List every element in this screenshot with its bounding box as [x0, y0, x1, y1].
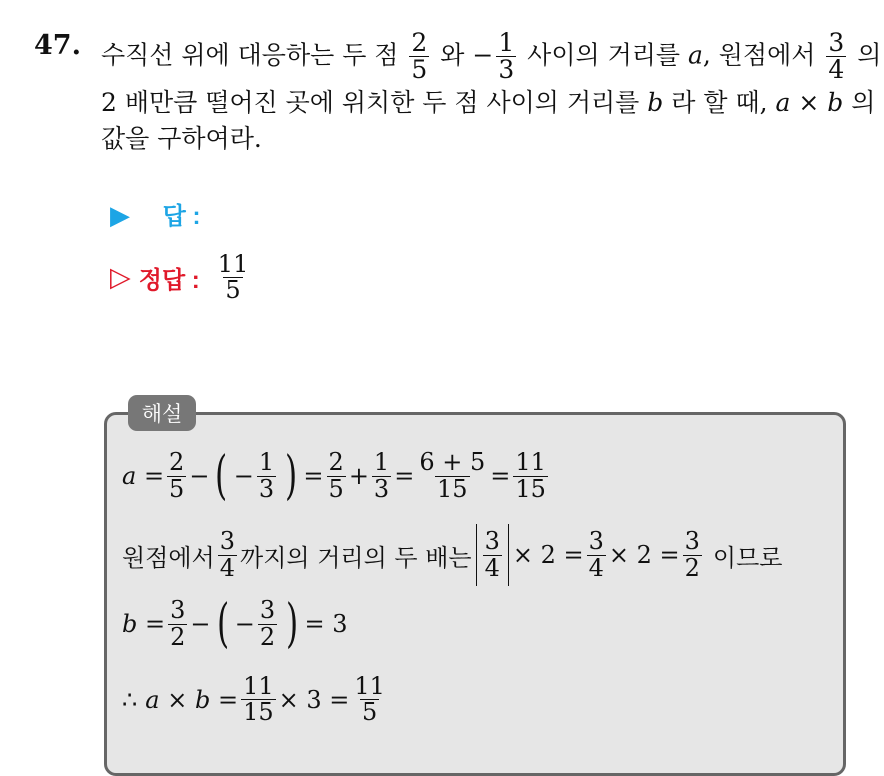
fraction: $\frac{11}{5}$	[354, 672, 385, 727]
problem-text: 2 배만큼 떨어진 곳에 위치한 두 점 사이의 거리를	[101, 88, 640, 117]
equation-text: b =	[122, 610, 166, 638]
fraction: $\frac{3}{2}$	[259, 596, 276, 651]
fraction: $\frac{1}{3}$	[258, 448, 275, 503]
left-paren: (	[216, 594, 229, 654]
equation-text: × 2 =	[512, 541, 584, 569]
equation-text: −	[190, 610, 211, 638]
right-paren: )	[286, 594, 299, 654]
answer-label: 답 :	[162, 203, 201, 230]
equation-text: 원점에서	[122, 543, 215, 572]
problem-text: 사이의 거리를	[527, 40, 681, 70]
fraction: $\frac{3}{4}$	[828, 28, 845, 85]
problem-line-1	[101, 30, 881, 84]
fraction: $\frac{11}{15}$	[515, 448, 546, 503]
fraction: $\frac{3}{4}$	[588, 527, 604, 582]
absolute-value	[476, 524, 509, 586]
equation-text: −	[234, 610, 255, 638]
equation-text: −	[189, 462, 210, 490]
fraction: $\frac{3}{2}$	[170, 596, 186, 651]
problem-text: 라 할 때,	[671, 88, 768, 117]
equation-text: 이므로	[712, 543, 783, 572]
equation-text: =	[394, 462, 415, 490]
therefore-symbol: ∴	[122, 685, 138, 714]
solution-line-4	[122, 674, 390, 725]
solution-line-1	[122, 446, 551, 506]
problem-line-2	[101, 88, 875, 118]
problem-text: 의	[857, 40, 882, 70]
equation-text: =	[490, 462, 511, 490]
left-paren: (	[215, 446, 228, 506]
equation-text: −	[233, 462, 254, 490]
problem-number: 47.	[34, 30, 81, 61]
equation-text: = 3	[304, 610, 348, 638]
correct-answer-value: $\frac{11}{5}$	[217, 250, 249, 305]
problem-text: 와 −	[440, 40, 494, 70]
solution-line-3	[122, 594, 348, 654]
problem-text: 의	[851, 88, 876, 117]
correct-answer-label: 정답 :	[138, 267, 200, 295]
fraction: $\frac{3}{2}$	[684, 527, 700, 582]
fraction: $\frac{6 + 5}{15}$	[419, 448, 486, 503]
product-expression: a × b	[775, 88, 844, 117]
problem-line-3: 값을 구하여라.	[101, 124, 262, 153]
problem-text: 수직선 위에 대응하는 두 점	[101, 40, 399, 70]
fraction: $\frac{11}{15}$	[243, 672, 274, 727]
variable-a: a	[687, 40, 703, 70]
fraction: $\frac{1}{3}$	[373, 448, 390, 503]
fraction: $\frac{3}{4}$	[219, 527, 236, 582]
equation-text: × 2 =	[608, 541, 680, 569]
equation-text: a =	[122, 462, 165, 490]
fraction: $\frac{3}{4}$	[484, 527, 500, 582]
answer-row	[110, 196, 201, 231]
solution-line-2	[122, 524, 782, 586]
fraction: $\frac{2}{5}$	[328, 448, 344, 503]
right-paren: )	[285, 446, 298, 506]
fraction: $\frac{2}{5}$	[169, 448, 185, 503]
fraction: $\frac{2}{5}$	[411, 28, 428, 85]
equation-text: =	[303, 462, 324, 490]
play-filled-icon: ▶	[110, 200, 130, 230]
equation-text: 까지의 거리의 두 배는	[240, 543, 472, 572]
equation-text: +	[348, 462, 369, 490]
variable-b: b	[647, 88, 664, 117]
equation-text: × 3 =	[278, 685, 350, 714]
fraction: $\frac{1}{3}$	[498, 28, 515, 85]
problem-text: , 원점에서	[702, 40, 816, 70]
equation-text: a × b =	[145, 685, 239, 714]
correct-answer-row	[110, 252, 253, 303]
play-outline-icon: ▷	[110, 262, 131, 293]
solution-tag: 해설	[128, 395, 196, 431]
